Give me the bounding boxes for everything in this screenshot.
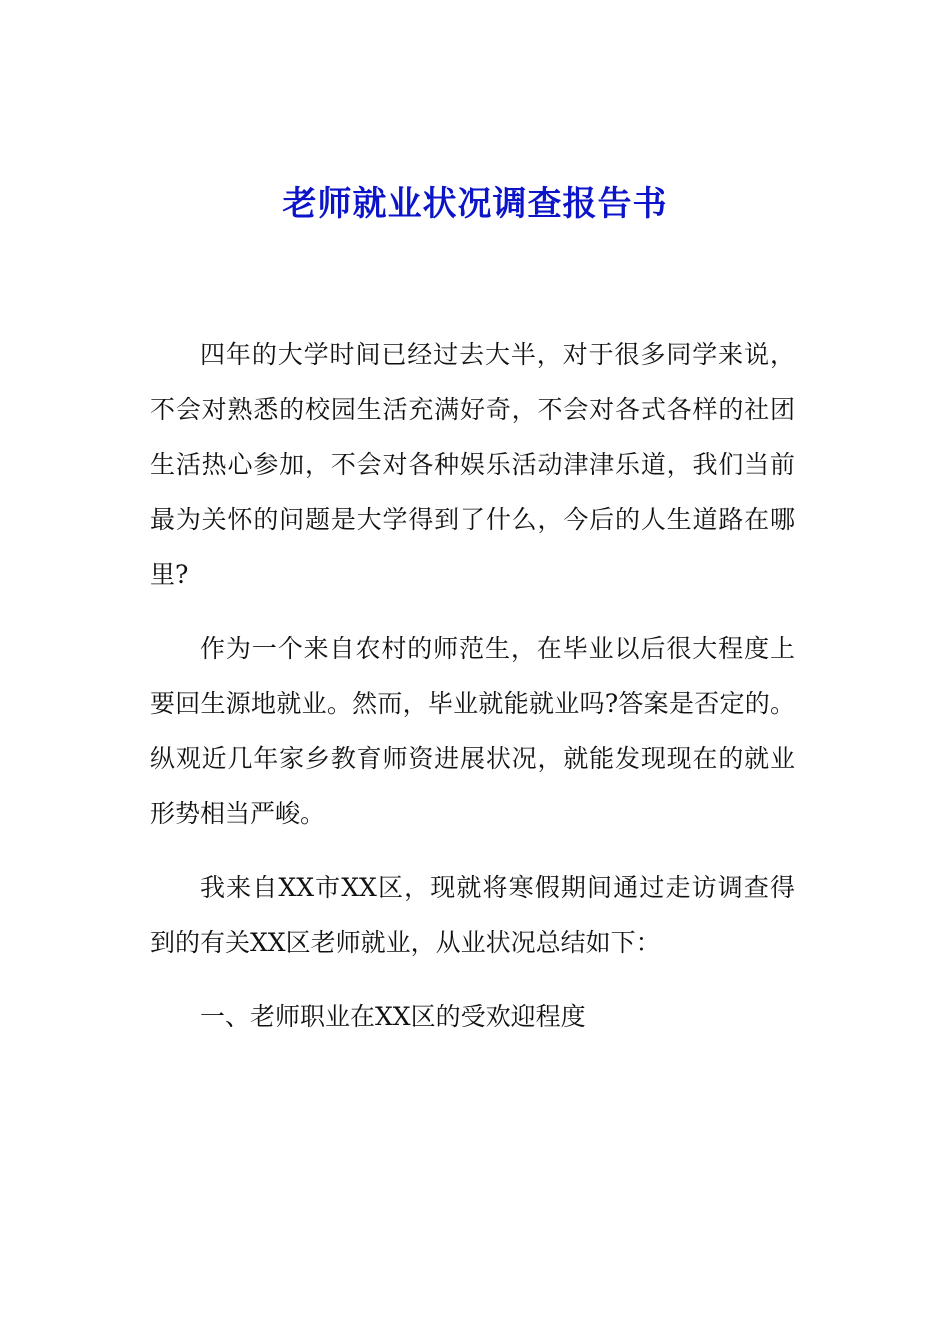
paragraph-2: 作为一个来自农村的师范生，在毕业以后很大程度上要回生源地就业。然而，毕业就能就业吗?答案是否定的。纵观近几年家乡教育师资进展状况，就能发现现在的就业形势相当严峻。 [150, 634, 795, 828]
document-title: 老师就业状况调查报告书 [282, 184, 668, 224]
paragraph-3: 我来自XX市XX区，现就将寒假期间通过走访调查得到的有关XX区老师就业，从业状况总结如下： [150, 873, 795, 957]
section-heading-1: 一、老师职业在XX区的受欢迎程度 [200, 1002, 586, 1031]
paragraph-1: 四年的大学时间已经过去大半，对于很多同学来说，不会对熟悉的校园生活充满好奇，不会对各式各样的社团生活热心参加，不会对各种娱乐活动津津乐道，我们当前最为关怀的问题是大学得到了什么，今后的人生道路在哪里? [150, 340, 795, 589]
document-body [150, 327, 795, 1063]
